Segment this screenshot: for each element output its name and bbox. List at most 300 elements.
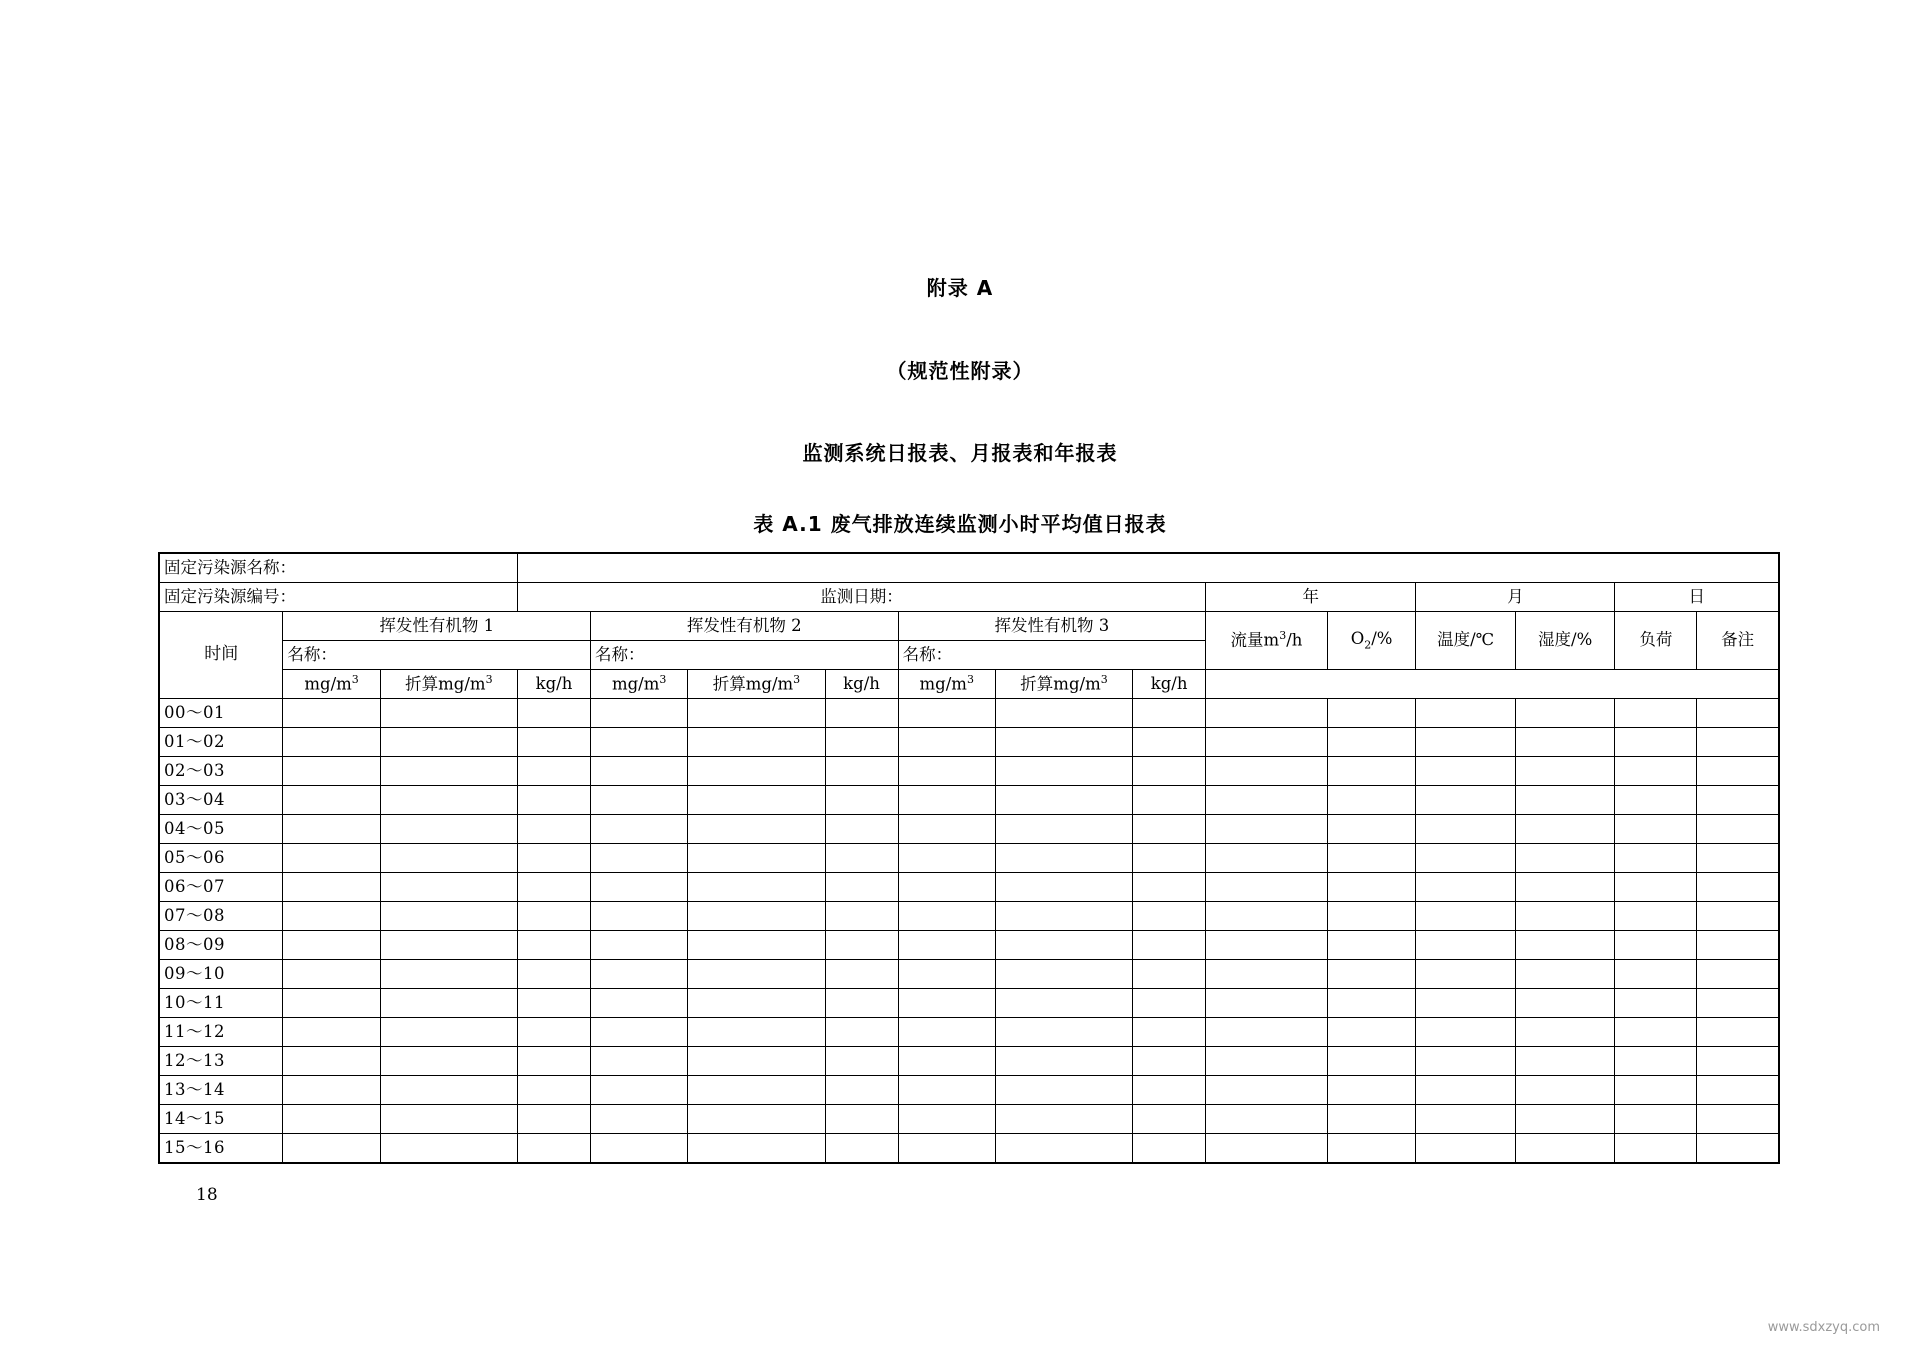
cell-voc-1-mass-flow[interactable] [517, 931, 590, 960]
cell-voc-3-mass-flow[interactable] [1133, 960, 1206, 989]
cell-flow[interactable] [1206, 960, 1328, 989]
cell-voc-1-mass-flow[interactable] [517, 902, 590, 931]
report-table-wrapper [158, 552, 1780, 1164]
cell-voc-2-converted[interactable] [688, 1105, 825, 1134]
cell-remark[interactable] [1697, 960, 1779, 989]
cell-flow[interactable] [1206, 757, 1328, 786]
cell-temperature[interactable] [1416, 728, 1516, 757]
table-row [159, 1105, 1779, 1134]
cell-voc-2-concentration[interactable] [591, 989, 688, 1018]
row-time-label: 10～11 [159, 989, 283, 1018]
cell-voc-1-mass-flow[interactable] [517, 699, 590, 728]
cell-voc-3-converted[interactable] [995, 989, 1132, 1018]
cell-voc-1-concentration[interactable] [283, 757, 380, 786]
header-time: 时间 [159, 612, 283, 699]
header-humidity: 湿度/% [1515, 612, 1615, 670]
cell-temperature[interactable] [1416, 1047, 1516, 1076]
table-row-source-name [159, 553, 1779, 583]
cell-voc-2-mass-flow[interactable] [825, 902, 898, 931]
cell-temperature[interactable] [1416, 902, 1516, 931]
cell-voc-2-mass-flow[interactable] [825, 873, 898, 902]
cell-load[interactable] [1615, 873, 1697, 902]
cell-voc-1-concentration[interactable] [283, 1018, 380, 1047]
cell-voc-3-converted[interactable] [995, 1018, 1132, 1047]
cell-voc-1-concentration[interactable] [283, 728, 380, 757]
cell-voc-3-converted[interactable] [995, 1105, 1132, 1134]
cell-temperature[interactable] [1416, 989, 1516, 1018]
cell-voc-3-mass-flow[interactable] [1133, 989, 1206, 1018]
cell-voc-1-mass-flow[interactable] [517, 786, 590, 815]
cell-voc-1-converted[interactable] [380, 1134, 517, 1164]
cell-temperature[interactable] [1416, 815, 1516, 844]
hourly-average-daily-report-table [158, 552, 1780, 1164]
cell-flow[interactable] [1206, 989, 1328, 1018]
cell-voc-2-mass-flow[interactable] [825, 1018, 898, 1047]
table-title: 表 A.1 废气排放连续监测小时平均值日报表 [753, 512, 1167, 536]
cell-voc-2-converted[interactable] [688, 989, 825, 1018]
cell-voc-2-converted[interactable] [688, 902, 825, 931]
cell-temperature[interactable] [1416, 1018, 1516, 1047]
cell-voc-3-concentration[interactable] [898, 786, 995, 815]
cell-voc-2-converted[interactable] [688, 786, 825, 815]
cell-flow[interactable] [1206, 786, 1328, 815]
row-time-label: 08～09 [159, 931, 283, 960]
header-group-voc-2: 挥发性有机物 2 [591, 612, 899, 641]
cell-humidity[interactable] [1515, 757, 1615, 786]
cell-voc-2-concentration[interactable] [591, 873, 688, 902]
cell-voc-1-concentration[interactable] [283, 989, 380, 1018]
cell-temperature[interactable] [1416, 844, 1516, 873]
cell-voc-2-concentration[interactable] [591, 960, 688, 989]
table-row [159, 960, 1779, 989]
cell-flow[interactable] [1206, 815, 1328, 844]
cell-voc-2-concentration[interactable] [591, 931, 688, 960]
cell-voc-1-converted[interactable] [380, 1076, 517, 1105]
cell-remark[interactable] [1697, 757, 1779, 786]
cell-remark[interactable] [1697, 1018, 1779, 1047]
cell-load[interactable] [1615, 844, 1697, 873]
table-row [159, 989, 1779, 1018]
date-year-label: 年 [1206, 583, 1416, 612]
cell-remark[interactable] [1697, 873, 1779, 902]
cell-voc-3-concentration[interactable] [898, 844, 995, 873]
cell-voc-3-converted[interactable] [995, 902, 1132, 931]
cell-load[interactable] [1615, 699, 1697, 728]
cell-oxygen[interactable] [1327, 786, 1416, 815]
cell-voc-3-concentration[interactable] [898, 815, 995, 844]
cell-voc-3-mass-flow[interactable] [1133, 1018, 1206, 1047]
cell-voc-1-converted[interactable] [380, 757, 517, 786]
cell-voc-2-mass-flow[interactable] [825, 960, 898, 989]
cell-voc-2-converted[interactable] [688, 1018, 825, 1047]
cell-voc-3-converted[interactable] [995, 1047, 1132, 1076]
table-row [159, 1018, 1779, 1047]
cell-voc-3-concentration[interactable] [898, 989, 995, 1018]
cell-voc-2-mass-flow[interactable] [825, 786, 898, 815]
cell-flow[interactable] [1206, 844, 1328, 873]
cell-voc-3-converted[interactable] [995, 873, 1132, 902]
cell-oxygen[interactable] [1327, 1105, 1416, 1134]
table-row [159, 902, 1779, 931]
cell-voc-2-mass-flow[interactable] [825, 1134, 898, 1164]
header-flow: 流量$m^3/h$ [1206, 612, 1328, 670]
cell-humidity[interactable] [1515, 699, 1615, 728]
cell-load[interactable] [1615, 1047, 1697, 1076]
cell-flow[interactable] [1206, 1134, 1328, 1164]
cell-voc-2-converted[interactable] [688, 699, 825, 728]
cell-voc-1-concentration[interactable] [283, 1105, 380, 1134]
cell-voc-3-converted[interactable] [995, 757, 1132, 786]
row-time-label: 14～15 [159, 1105, 283, 1134]
table-row [159, 1076, 1779, 1105]
date-day-label: 日 [1615, 583, 1779, 612]
cell-load[interactable] [1615, 757, 1697, 786]
cell-voc-3-converted[interactable] [995, 786, 1132, 815]
voc-3-unit-concentration: $mg/m^3$ [898, 670, 995, 699]
cell-humidity[interactable] [1515, 960, 1615, 989]
cell-load[interactable] [1615, 786, 1697, 815]
cell-voc-1-converted[interactable] [380, 1018, 517, 1047]
cell-voc-3-mass-flow[interactable] [1133, 902, 1206, 931]
cell-voc-3-converted[interactable] [995, 931, 1132, 960]
cell-voc-3-concentration[interactable] [898, 960, 995, 989]
cell-temperature[interactable] [1416, 1105, 1516, 1134]
cell-voc-3-mass-flow[interactable] [1133, 728, 1206, 757]
cell-oxygen[interactable] [1327, 1018, 1416, 1047]
cell-voc-2-converted[interactable] [688, 815, 825, 844]
cell-voc-3-converted[interactable] [995, 728, 1132, 757]
table-row-group-headers [159, 612, 1779, 641]
cell-temperature[interactable] [1416, 786, 1516, 815]
cell-remark[interactable] [1697, 1047, 1779, 1076]
cell-voc-1-converted[interactable] [380, 902, 517, 931]
cell-voc-2-mass-flow[interactable] [825, 728, 898, 757]
cell-oxygen[interactable] [1327, 989, 1416, 1018]
cell-flow[interactable] [1206, 728, 1328, 757]
cell-remark[interactable] [1697, 844, 1779, 873]
cell-humidity[interactable] [1515, 931, 1615, 960]
cell-voc-3-mass-flow[interactable] [1133, 757, 1206, 786]
cell-voc-2-mass-flow[interactable] [825, 931, 898, 960]
voc-1-unit-mass-flow: kg/h [517, 670, 590, 699]
cell-load[interactable] [1615, 960, 1697, 989]
row-time-label: 03～04 [159, 786, 283, 815]
cell-voc-2-mass-flow[interactable] [825, 1047, 898, 1076]
voc-2-name-label[interactable]: 名称： [591, 641, 899, 670]
monitor-date-label: 监测日期： [517, 583, 1205, 612]
cell-voc-3-mass-flow[interactable] [1133, 844, 1206, 873]
table-row [159, 728, 1779, 757]
cell-voc-3-concentration[interactable] [898, 1105, 995, 1134]
cell-load[interactable] [1615, 728, 1697, 757]
cell-voc-2-concentration[interactable] [591, 1134, 688, 1164]
cell-voc-3-converted[interactable] [995, 844, 1132, 873]
cell-voc-3-concentration[interactable] [898, 873, 995, 902]
row-time-label: 15～16 [159, 1134, 283, 1164]
cell-remark[interactable] [1697, 699, 1779, 728]
cell-humidity[interactable] [1515, 873, 1615, 902]
cell-voc-1-converted[interactable] [380, 931, 517, 960]
cell-voc-2-mass-flow[interactable] [825, 757, 898, 786]
cell-oxygen[interactable] [1327, 757, 1416, 786]
cell-voc-3-converted[interactable] [995, 1076, 1132, 1105]
cell-voc-3-converted[interactable] [995, 960, 1132, 989]
watermark: www.sdxzyq.com [1767, 1320, 1880, 1335]
header-oxygen: $O_2/\%$ [1327, 612, 1416, 670]
cell-oxygen[interactable] [1327, 1134, 1416, 1164]
cell-voc-3-mass-flow[interactable] [1133, 931, 1206, 960]
cell-voc-2-converted[interactable] [688, 844, 825, 873]
cell-voc-1-concentration[interactable] [283, 902, 380, 931]
cell-voc-1-mass-flow[interactable] [517, 1076, 590, 1105]
cell-flow[interactable] [1206, 1076, 1328, 1105]
cell-voc-1-converted[interactable] [380, 815, 517, 844]
cell-voc-3-mass-flow[interactable] [1133, 873, 1206, 902]
table-row [159, 815, 1779, 844]
cell-voc-3-concentration[interactable] [898, 902, 995, 931]
cell-voc-3-converted[interactable] [995, 815, 1132, 844]
cell-humidity[interactable] [1515, 815, 1615, 844]
row-time-label: 12～13 [159, 1047, 283, 1076]
cell-voc-2-mass-flow[interactable] [825, 1105, 898, 1134]
cell-oxygen[interactable] [1327, 815, 1416, 844]
cell-voc-1-concentration[interactable] [283, 873, 380, 902]
cell-voc-1-mass-flow[interactable] [517, 873, 590, 902]
cell-remark[interactable] [1697, 902, 1779, 931]
cell-load[interactable] [1615, 815, 1697, 844]
cell-remark[interactable] [1697, 931, 1779, 960]
cell-voc-2-concentration[interactable] [591, 1105, 688, 1134]
cell-load[interactable] [1615, 902, 1697, 931]
row-time-label: 01～02 [159, 728, 283, 757]
cell-humidity[interactable] [1515, 1134, 1615, 1164]
cell-temperature[interactable] [1416, 757, 1516, 786]
cell-voc-2-mass-flow[interactable] [825, 1076, 898, 1105]
date-month-label: 月 [1416, 583, 1615, 612]
cell-remark[interactable] [1697, 728, 1779, 757]
source-code-label: 固定污染源编号： [159, 583, 517, 612]
cell-oxygen[interactable] [1327, 931, 1416, 960]
cell-voc-2-concentration[interactable] [591, 786, 688, 815]
table-row [159, 1047, 1779, 1076]
voc-3-unit-converted: 折算$mg/m^3$ [995, 670, 1132, 699]
table-row-source-code [159, 583, 1779, 612]
cell-voc-1-mass-flow[interactable] [517, 1105, 590, 1134]
cell-voc-3-concentration[interactable] [898, 757, 995, 786]
header-temperature: 温度/℃ [1416, 612, 1516, 670]
cell-voc-1-concentration[interactable] [283, 786, 380, 815]
cell-temperature[interactable] [1416, 873, 1516, 902]
cell-voc-3-concentration[interactable] [898, 1047, 995, 1076]
voc-3-name-label[interactable]: 名称： [898, 641, 1206, 670]
cell-voc-3-mass-flow[interactable] [1133, 1105, 1206, 1134]
cell-voc-1-mass-flow[interactable] [517, 960, 590, 989]
cell-voc-1-mass-flow[interactable] [517, 1018, 590, 1047]
row-time-label: 09～10 [159, 960, 283, 989]
table-row-unit-headers [159, 670, 1779, 699]
cell-voc-1-converted[interactable] [380, 873, 517, 902]
row-time-label: 11～12 [159, 1018, 283, 1047]
table-row [159, 757, 1779, 786]
cell-voc-1-concentration[interactable] [283, 1134, 380, 1164]
cell-voc-1-concentration[interactable] [283, 815, 380, 844]
cell-voc-1-converted[interactable] [380, 989, 517, 1018]
cell-voc-3-converted[interactable] [995, 1134, 1132, 1164]
cell-temperature[interactable] [1416, 960, 1516, 989]
cell-voc-1-concentration[interactable] [283, 1047, 380, 1076]
cell-voc-3-concentration[interactable] [898, 1018, 995, 1047]
cell-voc-3-concentration[interactable] [898, 728, 995, 757]
cell-load[interactable] [1615, 1076, 1697, 1105]
cell-voc-2-converted[interactable] [688, 960, 825, 989]
cell-voc-2-mass-flow[interactable] [825, 699, 898, 728]
cell-voc-1-converted[interactable] [380, 844, 517, 873]
cell-humidity[interactable] [1515, 786, 1615, 815]
cell-humidity[interactable] [1515, 1047, 1615, 1076]
cell-voc-2-converted[interactable] [688, 931, 825, 960]
cell-remark[interactable] [1697, 989, 1779, 1018]
voc-1-name-label[interactable]: 名称： [283, 641, 591, 670]
table-row [159, 844, 1779, 873]
cell-voc-2-mass-flow[interactable] [825, 989, 898, 1018]
cell-voc-3-mass-flow[interactable] [1133, 815, 1206, 844]
cell-voc-3-mass-flow[interactable] [1133, 1134, 1206, 1164]
cell-humidity[interactable] [1515, 989, 1615, 1018]
cell-voc-2-concentration[interactable] [591, 902, 688, 931]
normative-heading: （规范性附录） [886, 359, 1034, 383]
cell-voc-1-converted[interactable] [380, 1047, 517, 1076]
cell-voc-1-concentration[interactable] [283, 960, 380, 989]
cell-voc-2-concentration[interactable] [591, 757, 688, 786]
table-row [159, 873, 1779, 902]
cell-remark[interactable] [1697, 815, 1779, 844]
cell-voc-2-concentration[interactable] [591, 728, 688, 757]
cell-load[interactable] [1615, 989, 1697, 1018]
cell-voc-1-concentration[interactable] [283, 1076, 380, 1105]
cell-voc-1-converted[interactable] [380, 960, 517, 989]
cell-voc-2-concentration[interactable] [591, 844, 688, 873]
cell-oxygen[interactable] [1327, 960, 1416, 989]
table-row [159, 699, 1779, 728]
row-time-label: 13～14 [159, 1076, 283, 1105]
subject-heading: 监测系统日报表、月报表和年报表 [802, 441, 1118, 465]
cell-voc-3-mass-flow[interactable] [1133, 1047, 1206, 1076]
cell-voc-1-mass-flow[interactable] [517, 728, 590, 757]
cell-humidity[interactable] [1515, 1076, 1615, 1105]
cell-voc-2-converted[interactable] [688, 1134, 825, 1164]
cell-voc-2-concentration[interactable] [591, 815, 688, 844]
cell-voc-1-mass-flow[interactable] [517, 1134, 590, 1164]
voc-3-unit-mass-flow: kg/h [1133, 670, 1206, 699]
cell-voc-3-concentration[interactable] [898, 699, 995, 728]
cell-voc-3-mass-flow[interactable] [1133, 699, 1206, 728]
cell-temperature[interactable] [1416, 1076, 1516, 1105]
cell-voc-3-concentration[interactable] [898, 931, 995, 960]
cell-voc-3-concentration[interactable] [898, 1076, 995, 1105]
cell-oxygen[interactable] [1327, 1076, 1416, 1105]
cell-flow[interactable] [1206, 1047, 1328, 1076]
table-row [159, 1134, 1779, 1164]
cell-flow[interactable] [1206, 1105, 1328, 1134]
cell-voc-2-concentration[interactable] [591, 1018, 688, 1047]
cell-temperature[interactable] [1416, 1134, 1516, 1164]
cell-flow[interactable] [1206, 902, 1328, 931]
cell-temperature[interactable] [1416, 699, 1516, 728]
cell-voc-3-converted[interactable] [995, 699, 1132, 728]
cell-flow[interactable] [1206, 699, 1328, 728]
cell-voc-1-concentration[interactable] [283, 699, 380, 728]
cell-voc-1-converted[interactable] [380, 1105, 517, 1134]
cell-voc-2-converted[interactable] [688, 728, 825, 757]
cell-voc-1-mass-flow[interactable] [517, 757, 590, 786]
cell-voc-1-mass-flow[interactable] [517, 844, 590, 873]
row-time-label: 04～05 [159, 815, 283, 844]
cell-voc-2-converted[interactable] [688, 757, 825, 786]
cell-voc-2-concentration[interactable] [591, 699, 688, 728]
cell-voc-1-converted[interactable] [380, 728, 517, 757]
cell-load[interactable] [1615, 931, 1697, 960]
cell-voc-1-mass-flow[interactable] [517, 815, 590, 844]
cell-load[interactable] [1615, 1018, 1697, 1047]
cell-voc-2-mass-flow[interactable] [825, 844, 898, 873]
cell-voc-2-converted[interactable] [688, 1076, 825, 1105]
cell-oxygen[interactable] [1327, 902, 1416, 931]
cell-remark[interactable] [1697, 786, 1779, 815]
cell-flow[interactable] [1206, 931, 1328, 960]
cell-humidity[interactable] [1515, 902, 1615, 931]
cell-voc-3-mass-flow[interactable] [1133, 1076, 1206, 1105]
cell-voc-2-concentration[interactable] [591, 1047, 688, 1076]
cell-temperature[interactable] [1416, 931, 1516, 960]
cell-oxygen[interactable] [1327, 1047, 1416, 1076]
cell-humidity[interactable] [1515, 844, 1615, 873]
table-body [159, 699, 1779, 1164]
cell-voc-3-mass-flow[interactable] [1133, 786, 1206, 815]
cell-load[interactable] [1615, 1134, 1697, 1164]
cell-remark[interactable] [1697, 1134, 1779, 1164]
cell-humidity[interactable] [1515, 1018, 1615, 1047]
cell-humidity[interactable] [1515, 1105, 1615, 1134]
voc-2-unit-concentration: $mg/m^3$ [591, 670, 688, 699]
cell-voc-2-converted[interactable] [688, 873, 825, 902]
table-row [159, 931, 1779, 960]
voc-2-unit-mass-flow: kg/h [825, 670, 898, 699]
cell-voc-1-converted[interactable] [380, 699, 517, 728]
cell-load[interactable] [1615, 1105, 1697, 1134]
cell-remark[interactable] [1697, 1076, 1779, 1105]
cell-voc-3-concentration[interactable] [898, 1134, 995, 1164]
cell-voc-1-mass-flow[interactable] [517, 989, 590, 1018]
cell-voc-2-concentration[interactable] [591, 1076, 688, 1105]
cell-voc-1-concentration[interactable] [283, 844, 380, 873]
cell-oxygen[interactable] [1327, 844, 1416, 873]
cell-flow[interactable] [1206, 873, 1328, 902]
cell-voc-1-concentration[interactable] [283, 931, 380, 960]
cell-voc-1-converted[interactable] [380, 786, 517, 815]
cell-voc-1-mass-flow[interactable] [517, 1047, 590, 1076]
voc-1-unit-converted: 折算$mg/m^3$ [380, 670, 517, 699]
cell-flow[interactable] [1206, 1018, 1328, 1047]
source-name-value[interactable] [517, 553, 1779, 583]
header-remark: 备注 [1697, 612, 1779, 670]
cell-oxygen[interactable] [1327, 873, 1416, 902]
cell-oxygen[interactable] [1327, 728, 1416, 757]
cell-remark[interactable] [1697, 1105, 1779, 1134]
cell-voc-2-mass-flow[interactable] [825, 815, 898, 844]
cell-voc-2-converted[interactable] [688, 1047, 825, 1076]
cell-humidity[interactable] [1515, 728, 1615, 757]
cell-oxygen[interactable] [1327, 699, 1416, 728]
